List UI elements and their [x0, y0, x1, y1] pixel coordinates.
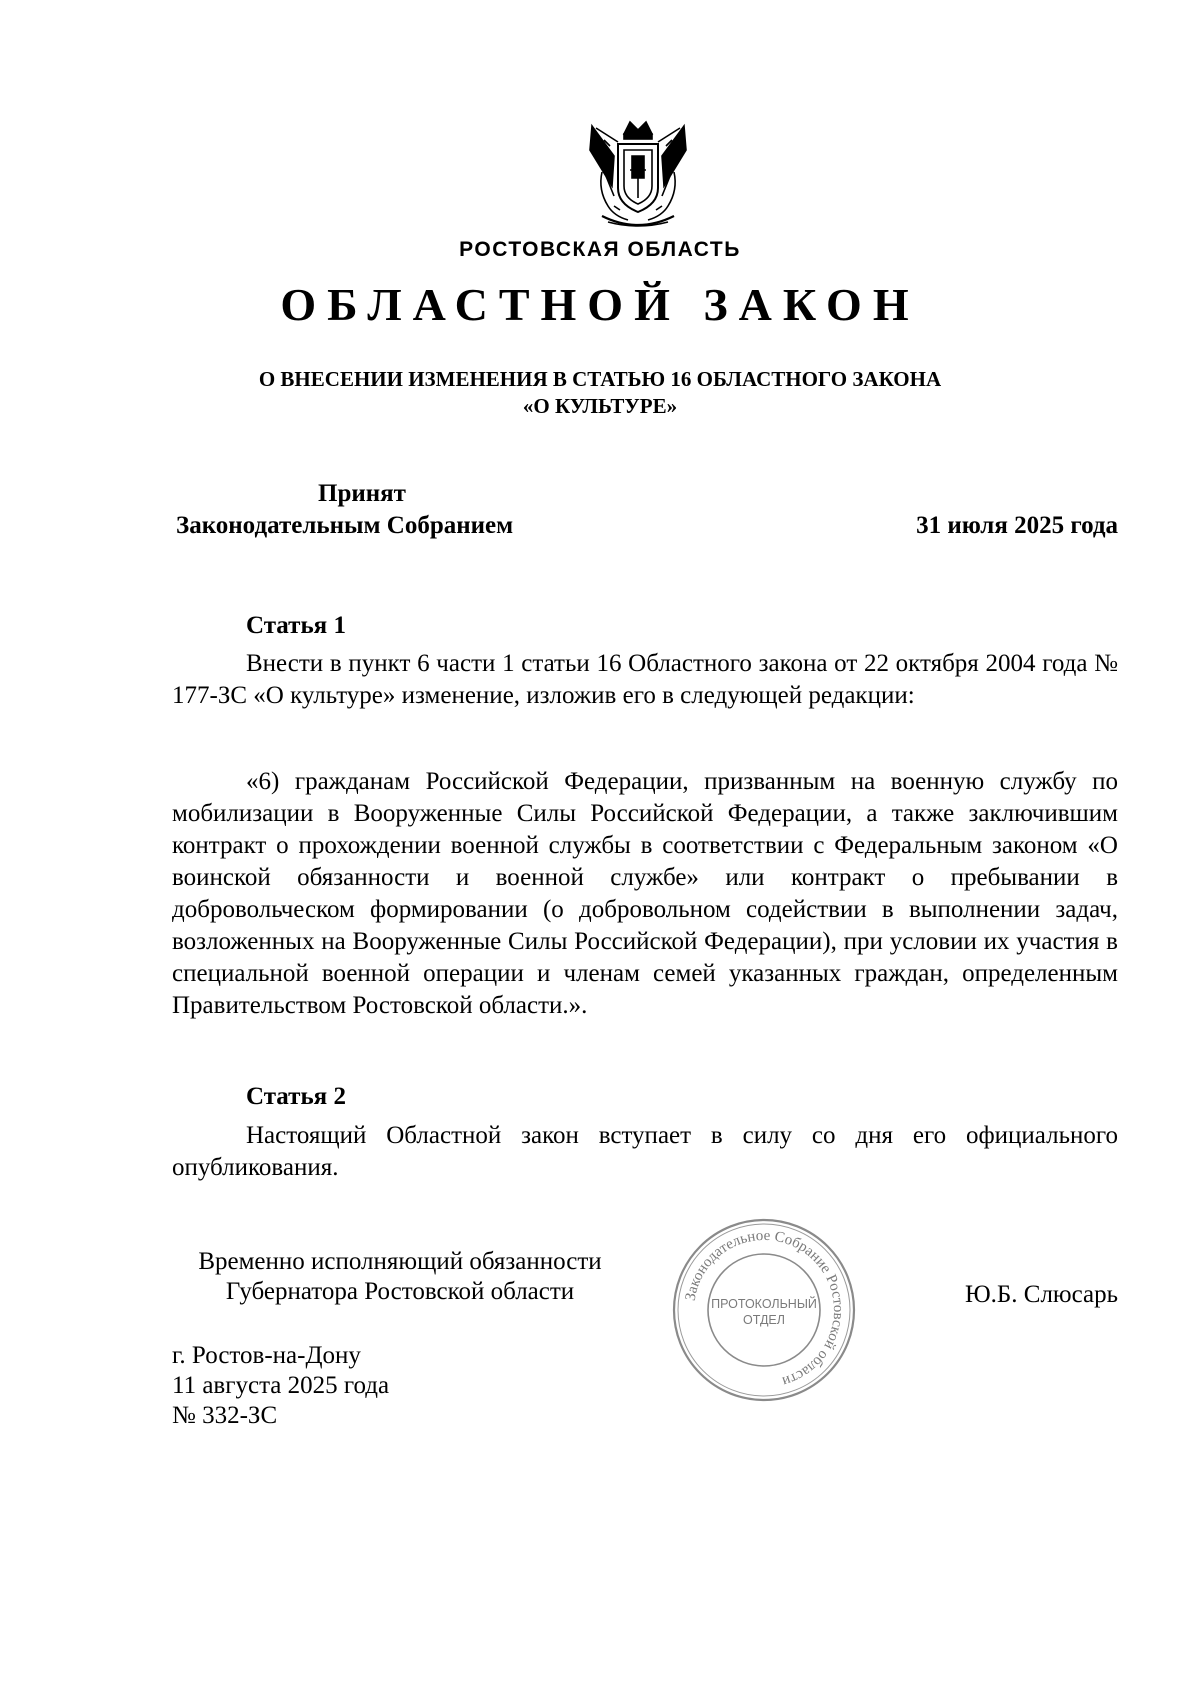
- signer-name: Ю.Б. Слюсарь: [964, 1281, 1118, 1308]
- seal-ring-text: Законодательное Собрание Ростовской области: [682, 1227, 847, 1390]
- article-2-paragraph-1: Настоящий Областной закон вступает в силу со дня его официального опубликования.: [172, 1122, 1118, 1181]
- title-line-2: «О КУЛЬТУРЕ»: [522, 394, 678, 418]
- seal-center-line-2: ОТДЕЛ: [743, 1313, 785, 1327]
- adopted-label: Принят: [318, 480, 406, 507]
- region-name: РОСТОВСКАЯ ОБЛАСТЬ: [459, 238, 741, 261]
- article-1-paragraph-2: «6) гражданам Российской Федерации, призванным на военную службу по мобилизации в Вооруженные Силы Российской Федерации, а также заключившим контракт о прохождении военной службы в соответствии с Федеральным законом «О воинской обязанности и военной службе» или контракт о пребывании в добровольческом формировании (о добровольном содействии в выполнении задач, возложенных на Вооруженные Силы Российской Федерации), при условии их участия в специальной военной операции и членам семей указанных граждан, определенным Правительством Ростовской области.».: [172, 768, 1118, 1019]
- article-2-heading: Статья 2: [246, 1083, 346, 1110]
- signer-title: [150, 1247, 650, 1307]
- adopted-by: Законодательным Собранием: [176, 512, 514, 539]
- article-1-heading: Статья 1: [246, 612, 346, 639]
- title-line-1: О ВНЕСЕНИИ ИЗМЕНЕНИЯ В СТАТЬЮ 16 ОБЛАСТНОГО ЗАКОНА: [258, 367, 942, 391]
- official-seal: [670, 1216, 858, 1404]
- seal-center-line-1: ПРОТОКОЛЬНЫЙ: [711, 1297, 817, 1311]
- signer-title-line-1: Временно исполняющий обязанности: [198, 1248, 602, 1275]
- issue-city: г. Ростов-на-Дону: [172, 1342, 361, 1369]
- adoption-date: 31 июля 2025 года: [916, 512, 1118, 539]
- article-1-paragraph-1: Внести в пункт 6 части 1 статьи 16 Областного закона от 22 октября 2004 года № 177-ЗС «О культуре» изменение, изложив его в следующей редакции:: [172, 650, 1118, 709]
- issue-details: [172, 1341, 389, 1431]
- issue-date: 11 августа 2025 года: [172, 1372, 390, 1399]
- signer-title-line-2: Губернатора Ростовской области: [225, 1278, 575, 1305]
- coat-of-arms-icon: [584, 116, 692, 232]
- document-type: ОБЛАСТНОЙ ЗАКОН: [280, 279, 920, 330]
- law-number: № 332-ЗС: [172, 1402, 278, 1429]
- document-title: [150, 366, 1050, 420]
